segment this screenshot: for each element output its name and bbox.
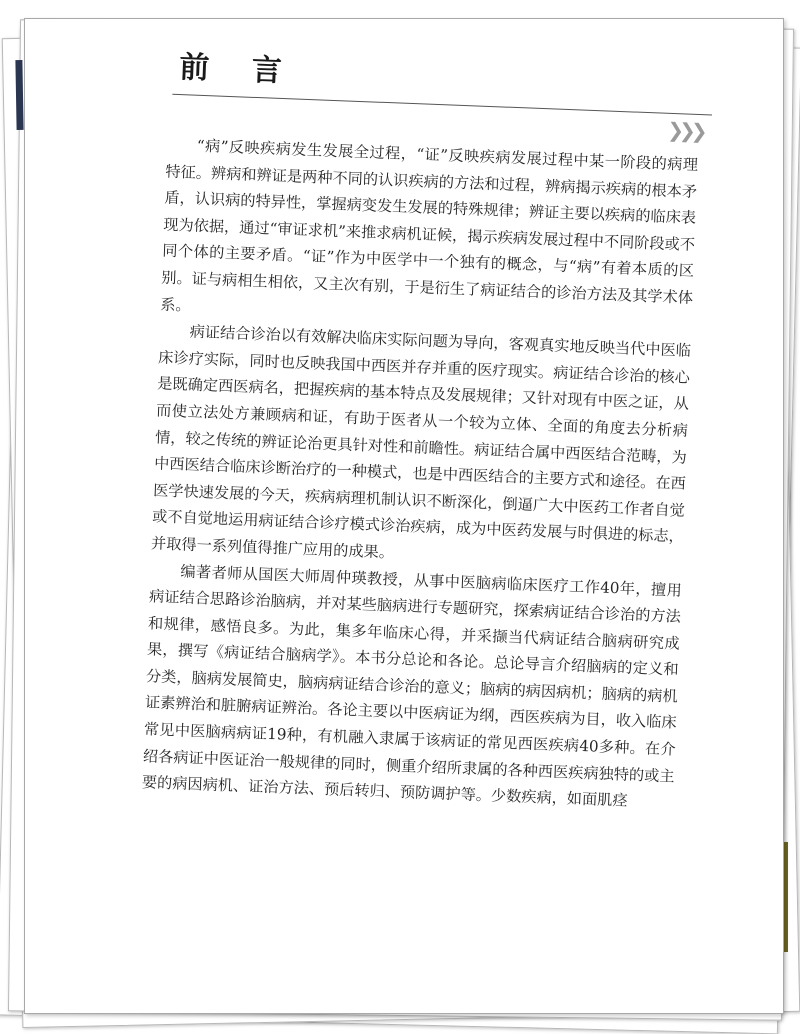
paragraph-2: 病证结合诊治以有效解决临床实际问题为导向，客观真实地反映当代中医临床诊疗实际，同时也反映我国中西医并存并重的医疗现实。病证结合诊治的核心是既确定西医病名，把握疾病的基本特点及发展规律；又针对现有中医之证，从而使立法处方兼顾病和证，有助于医者从一个较为立体、全面的角度去分析病情，较之传统的辨证论治更具针对性和前瞻性。病证结合属中西医结合范畴，为中西医结合临床诊断治疗的一种模式，也是中西医结合的主要方式和途径。在西医学快速发展的今天，疾病病理机制认识不断深化，倒逼广大中医药工作者自觉或不自觉地运用病证结合诊疗模式诊治疾病，成为中医药发展与时俱进的标志，并取得一系列值得推广应用的成果。 bbox=[150, 322, 692, 562]
chevron-ornament-icon: ❯❯❯ bbox=[666, 117, 704, 144]
blue-page-edge bbox=[15, 60, 23, 130]
paragraph-3: 编著者师从国医大师周仲瑛教授，从事中医脑病临床医疗工作40年，擅用病证结合思路诊治脑病，并对某些脑病进行专题研究，探索病证结合诊治的方法和规律，感悟良多。为此，集多年临床心得，并采撷当代病证结合脑病研究成果，撰写《病证结合脑病学》。本书分总论和各论。总论导言介绍脑病的定义和分类，脑病发展简史，脑病病证结合诊治的意义；脑病的病因病机；脑病的病机证素辨治和脏腑病证辨治。各论主要以中医病证为纲，西医疾病为目，收入临床常见中医脑病病证19种，有机融入隶属于该病证的常见西医疾病40多种。在介绍各病证中医证治一般规律的同时，侧重介绍所隶属的各种西医疾病独特的或主要的病因病机、证治方法、预后转归、预防调护等。少数疾病，如面肌痉 bbox=[141, 561, 683, 811]
page-title: 前 言 bbox=[178, 50, 299, 90]
paragraph-1: “病”反映疾病发生发展全过程，“证”反映疾病发展过程中某一阶段的病理特征。辨病和辨证是两种不同的认识疾病的方法和过程，辨病揭示疾病的根本矛盾，认识病的特异性，掌握病变发生发展的特殊规律；辨证主要以疾病的临床表现为依据，通过“审证求机”来推求病机证候，揭示疾病发展过程中不同阶段或不同个体的主要矛盾。“证”作为中医学中一个独有的概念，与“病”有着本质的区别。证与病相生相依，又主次有别，于是衍生了病证结合的诊治方法及其学术体系。 bbox=[159, 136, 699, 315]
page-content bbox=[24, 18, 784, 1014]
title-rule bbox=[172, 94, 712, 116]
preface-body bbox=[141, 132, 698, 817]
book-page bbox=[24, 18, 784, 1014]
